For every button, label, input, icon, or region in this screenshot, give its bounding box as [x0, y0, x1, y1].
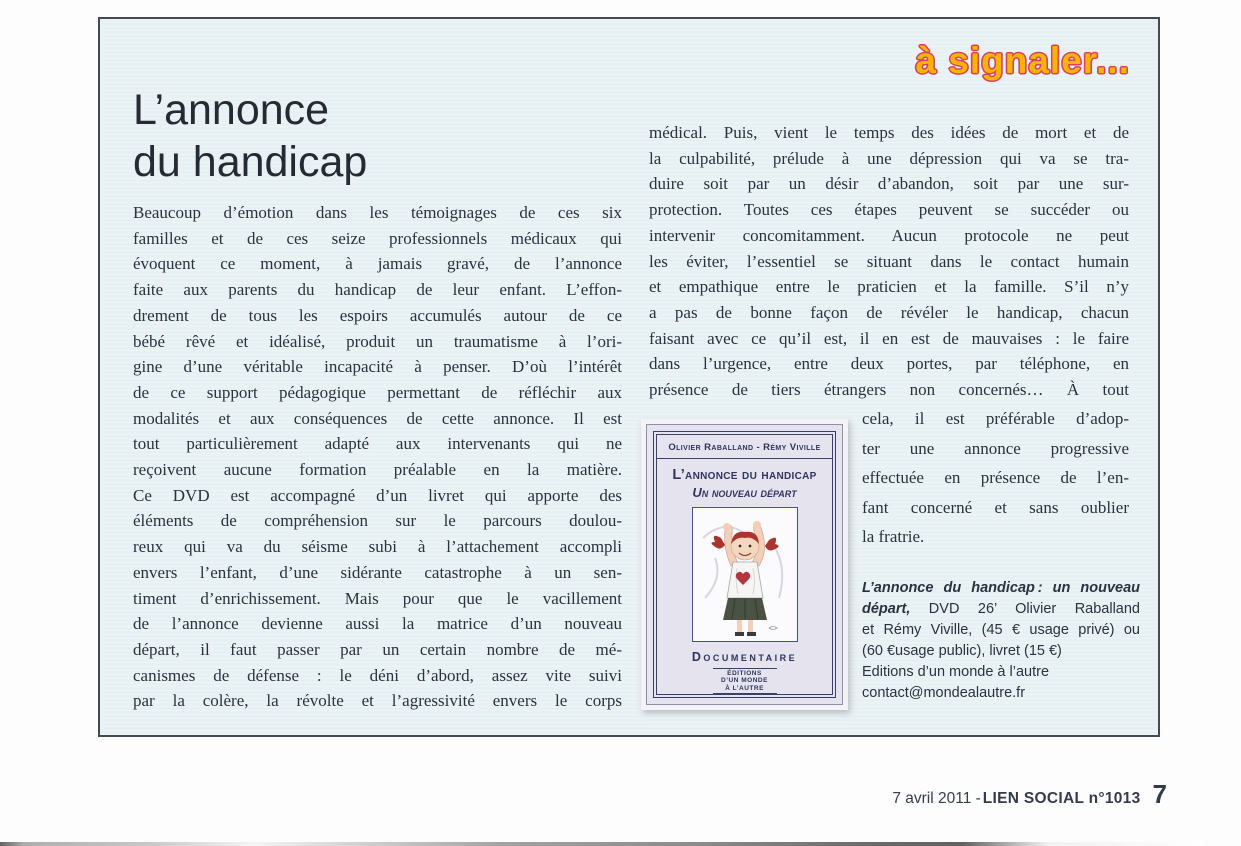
text-line: la culpabilité, prélude à une dépression qui va se tra-	[649, 148, 1129, 168]
text-line: cela, il est préférable d’adop-	[862, 409, 1129, 428]
text-line: tout particulièrement adapté aux intervenants qui ne	[133, 434, 622, 454]
text-line: gine d’une véritable incapacité à penser. D’où l’intérêt	[133, 357, 622, 377]
text-line: éléments de compréhension sur le parcours doulou-	[133, 511, 622, 531]
caption-line: départ, DVD 26’ Olivier Raballand	[862, 601, 1140, 617]
footer-date: 7 avril 2011 -	[892, 790, 981, 807]
text-line: et empathique entre le praticien et la famille. S’il n’y	[649, 277, 1129, 297]
footer-magazine-title: LIEN SOCIAL n°1013	[982, 790, 1141, 807]
text-line: reux qui va du séisme subi à l’attachement accompli	[133, 537, 622, 557]
page-footer	[892, 779, 1167, 810]
caption-line: contact@mondealautre.fr	[862, 685, 1026, 701]
text-line: évoquent ce moment, à jamais gravé, de l’annonce	[133, 254, 622, 274]
text-line: a pas de bonne façon de révéler le handicap, chacun	[649, 302, 1129, 322]
text-line: protection. Toutes ces étapes peuvent se succéder ou	[649, 200, 1129, 220]
caption-line: et Rémy Viville, (45 € usage privé) ou	[862, 622, 1140, 638]
text-line: canismes de défense : le déni d’abord, assez vite suivi	[133, 665, 622, 685]
text-line: faisant avec ce qu’il est, il en est de mauvaises : le faire	[649, 328, 1129, 348]
footer-page-number: 7	[1152, 779, 1167, 809]
text-line: dans l’urgence, entre deux portes, par téléphone, en	[649, 354, 1129, 374]
text-line: modalités et aux conséquences de cette annonce. Il est	[133, 408, 622, 428]
text-line: À L’AUTRE	[725, 684, 764, 692]
article-wrap-text	[862, 404, 1129, 552]
text-line: D’UN MONDE	[721, 677, 768, 684]
article-left-column	[133, 200, 622, 714]
article-title-line2: du handicap	[133, 138, 368, 186]
dvd-genre: Documentaire	[691, 649, 798, 664]
girl-illustration-icon	[695, 508, 795, 640]
text-line: intervenir concomitamment. Aucun protocole ne peut	[649, 225, 1129, 245]
article-right-column	[649, 120, 1129, 403]
text-line: fant concerné et sans oublier	[862, 497, 1129, 517]
dvd-authors: Olivier Raballand - Rémy Viville	[657, 442, 832, 459]
caption-line: L’annonce du handicap : un nouveau	[862, 580, 1140, 596]
caption-line: Editions d’un monde à l’autre	[862, 664, 1050, 680]
publisher-logo	[713, 668, 777, 695]
text-line: par la colère, la révolte et l’agressivité envers le corps	[133, 691, 622, 711]
article-title	[133, 84, 367, 188]
text-line: Beaucoup d’émotion dans les témoignages de ces six	[133, 203, 622, 222]
text-line: faite aux parents du handicap de leur enfant. L’effon-	[133, 280, 622, 300]
dvd-cover-frame	[656, 434, 833, 695]
text-line: drement de tous les espoirs accumulés autour de ce	[133, 305, 622, 325]
text-line: départ, il faut passer par un certain nombre de mé-	[133, 639, 622, 659]
text-line: timent d’enrichissement. Mais pour que le vacillement	[133, 588, 622, 608]
text-line: envers l’enfant, d’une sidérante catastrophe à un sen-	[133, 562, 622, 582]
caption-line: (60 €usage public), livret (15 €)	[862, 643, 1062, 659]
text-line: bébé rêvé et idéalisé, produit un traumatisme à l’ori-	[133, 331, 622, 351]
dvd-cover	[646, 424, 843, 705]
text-line: ÉDITIONS	[727, 669, 762, 677]
text-line: effectuée en présence de l’en-	[862, 468, 1129, 487]
section-label: à signaler...	[915, 40, 1130, 81]
text-line: médical. Puis, vient le temps des idées de mort et de	[649, 123, 1129, 142]
text-line: de ce support pédagogique permettant de réfléchir aux	[133, 382, 622, 402]
text-line: reçoivent aucune formation préalable en la matière.	[133, 460, 622, 480]
text-line: Ce DVD est accompagné d’un livret qui apporte des	[133, 485, 622, 505]
scan-artifact-edge	[0, 842, 1203, 846]
article-title-line1: L’annonce	[133, 86, 330, 134]
text-line: ter une annonce progressive	[862, 438, 1129, 458]
dvd-caption	[862, 578, 1140, 704]
text-line: de l’annonce devienne aussi la matrice d’un nouveau	[133, 614, 622, 634]
dvd-title: L’annonce du handicap	[672, 467, 817, 483]
text-line: duire soit par un désir d’abandon, soit par une sur-	[649, 174, 1129, 194]
dvd-subtitle: Un nouveau départ	[692, 485, 797, 500]
text-line: présence de tiers étrangers non concernés… À tout	[649, 380, 1129, 400]
text-line: familles et de ces seize professionnels médicaux qui	[133, 228, 622, 248]
text-line: la fratrie.	[862, 527, 925, 546]
dvd-illustration	[692, 507, 798, 642]
dvd-cover-photo	[641, 419, 848, 710]
text-line: les éviter, l’essentiel se situant dans le contact humain	[649, 251, 1129, 271]
